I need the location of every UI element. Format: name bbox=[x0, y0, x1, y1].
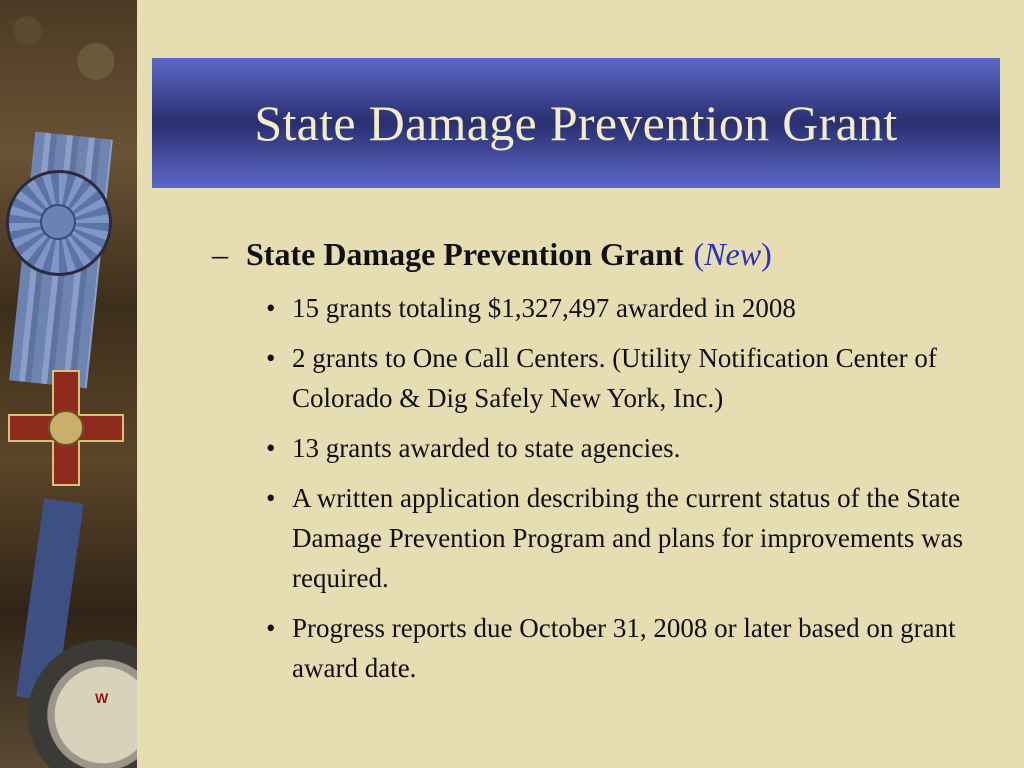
new-badge-open-paren: ( bbox=[693, 236, 705, 272]
new-badge bbox=[694, 230, 772, 278]
cross-medal-icon bbox=[8, 370, 124, 486]
subheading-title: State Damage Prevention Grant bbox=[246, 236, 684, 272]
dash-marker: – bbox=[212, 236, 228, 272]
new-badge-text: New bbox=[704, 236, 762, 272]
rosette-center bbox=[40, 204, 76, 240]
bullet-item: • 15 grants totaling $1,327,497 awarded in 2008 bbox=[262, 288, 1012, 328]
slide-title: State Damage Prevention Grant bbox=[254, 95, 898, 151]
bullet-item: • A written application describing the current status of the State Damage Prevention Program and plans for improvements was required. bbox=[262, 478, 1012, 598]
bullet-list bbox=[212, 288, 1012, 688]
title-banner bbox=[152, 58, 1000, 188]
subheading bbox=[212, 230, 1012, 278]
compass-letter: W bbox=[95, 690, 109, 706]
bullet-item: • 2 grants to One Call Centers. (Utility Notification Center of Colorado & Dig Safely New York, Inc.) bbox=[262, 338, 1012, 418]
new-badge-close-paren: ) bbox=[761, 236, 772, 272]
slide-content bbox=[212, 230, 1012, 688]
bullet-item: • 13 grants awarded to state agencies. bbox=[262, 428, 1012, 468]
bullet-item: • Progress reports due October 31, 2008 or later based on grant award date. bbox=[262, 608, 1012, 688]
decorative-medal-image bbox=[0, 0, 137, 768]
